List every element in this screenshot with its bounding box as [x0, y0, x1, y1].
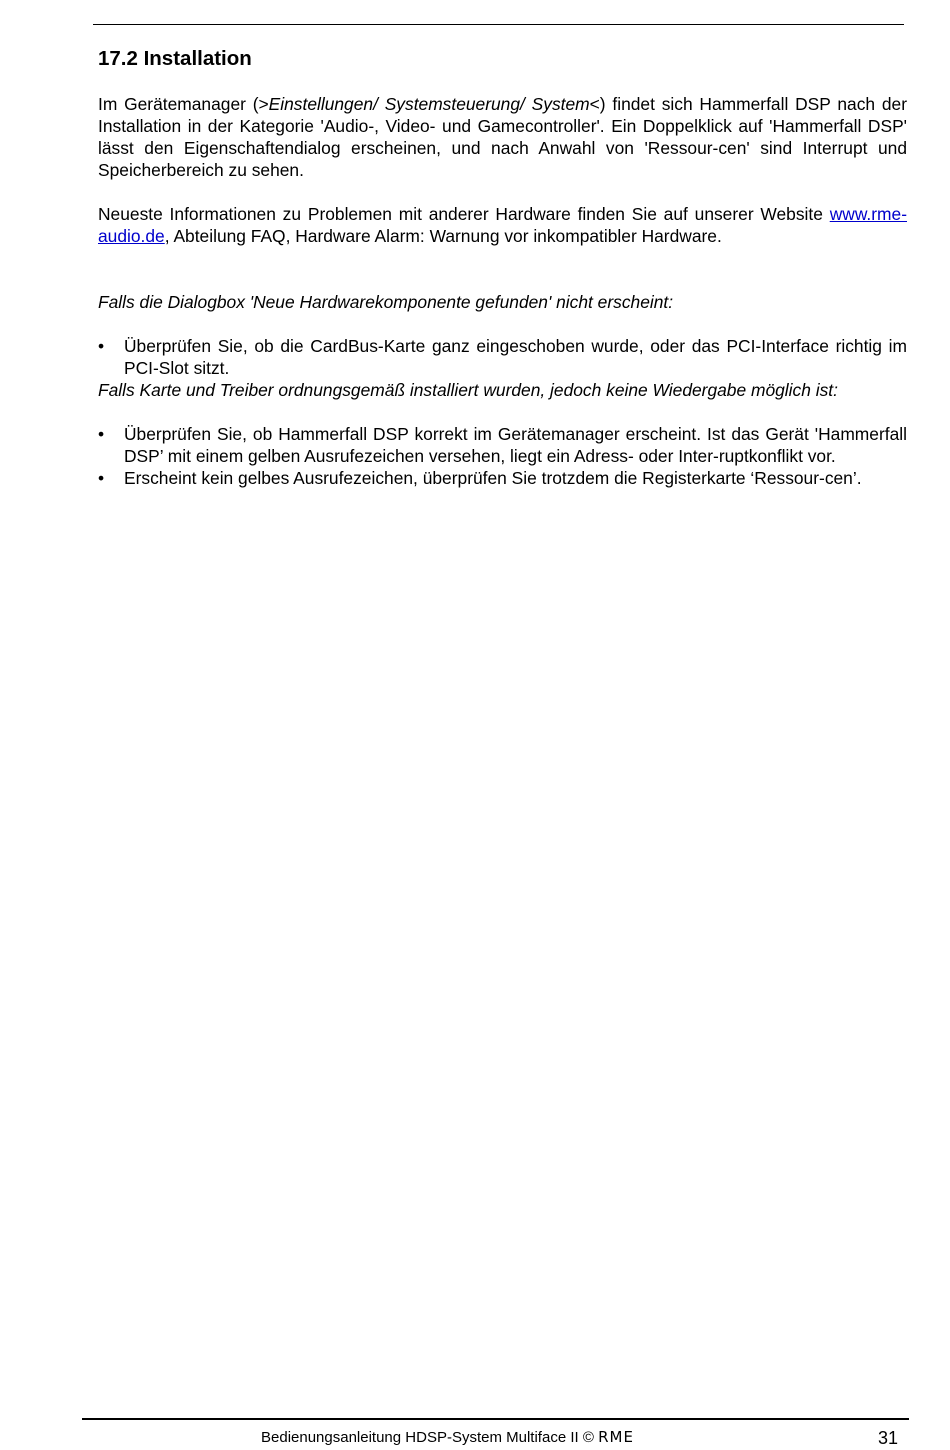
- bullet-icon: •: [98, 336, 105, 356]
- header-divider: [93, 24, 904, 25]
- list-item-text: Überprüfen Sie, ob die CardBus-Karte ganz eingeschoben wurde, oder das PCI-Interface richtig im PCI-Slot sitzt.: [124, 336, 907, 378]
- list-item: [98, 467, 907, 489]
- bullet-icon: •: [98, 468, 105, 488]
- page-number: 31: [877, 1428, 898, 1448]
- intro-paragraph: [98, 93, 907, 181]
- list-item: [98, 335, 907, 379]
- checklist-1: [98, 335, 907, 379]
- list-item-text: Erscheint kein gelbes Ausrufezeichen, überprüfen Sie trotzdem die Registerkarte ‘Ressour-cen’.: [124, 468, 862, 488]
- intro-text-start: Im Gerätemanager (>: [98, 94, 269, 114]
- website-link[interactable]: www.rme-audio.de: [98, 204, 907, 246]
- condition-heading-1: Falls die Dialogbox 'Neue Hardwarekomponente gefunden' nicht erscheint:: [98, 292, 674, 312]
- copyright-symbol: ©: [582, 1429, 594, 1446]
- bullet-icon: •: [98, 424, 105, 444]
- footer-divider: [82, 1418, 909, 1420]
- list-item-text: Überprüfen Sie, ob Hammerfall DSP korrekt im Gerätemanager erscheint. Ist das Gerät 'Hammerfall DSP’ mit einem gelben Ausrufezeichen versehen, liegt ein Adress- oder Inter-ruptkonflikt vor.: [124, 424, 907, 466]
- list-item: [98, 423, 907, 467]
- checklist-2: [98, 423, 907, 489]
- footer: [261, 1428, 634, 1447]
- menu-path: Einstellungen/ Systemsteuerung/ System: [268, 94, 590, 114]
- website-text-start: Neueste Informationen zu Problemen mit anderer Hardware finden Sie auf unserer Website: [98, 204, 830, 224]
- footer-title: Bedienungsanleitung HDSP-System Multiface II: [261, 1429, 579, 1446]
- intro-text-end: <) findet sich Hammerfall DSP nach der Installation in der Kategorie 'Audio-, Video- und Gamecontroller'. Ein Doppelklick auf 'Hammerfall DSP' lässt den Eigenschaftendialog erscheinen, und nach Anwahl von 'Ressour-cen' sind Interrupt und Speicherbereich zu sehen.: [98, 94, 907, 180]
- condition-heading-2: Falls Karte und Treiber ordnungsgemäß installiert wurden, jedoch keine Wiedergabe möglich ist:: [98, 380, 838, 400]
- brand-logo: RME: [598, 1428, 634, 1446]
- website-text-end: , Abteilung FAQ, Hardware Alarm: Warnung vor inkompatibler Hardware.: [164, 226, 722, 246]
- section-title: 17.2 Installation: [98, 47, 252, 70]
- website-paragraph: [98, 203, 907, 247]
- page-content: [98, 46, 907, 489]
